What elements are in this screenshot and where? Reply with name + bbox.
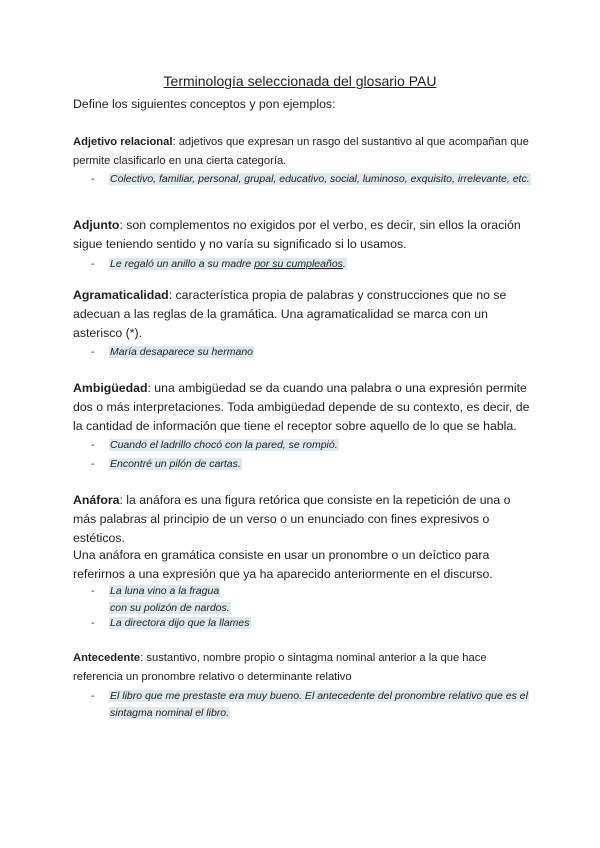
example-anafora-2 <box>91 615 534 632</box>
example-text: Colectivo, familiar, personal, grupal, educativo, social, luminoso, exquisito, irrelevante, etc. <box>110 173 530 185</box>
entry-adjunto <box>73 216 533 254</box>
bullet-dash: - <box>91 439 95 451</box>
page-title: Terminología seleccionada del glosario PAU <box>163 73 437 89</box>
example-end: . <box>342 258 346 270</box>
anafora-grammar-paragraph: Una anáfora en gramática consiste en usar un pronombre o un deíctico para referirnos a una expresión que ya ha aparecido anteriormente en el discurso. <box>73 548 493 581</box>
definition-adjetivo-relacional: : adjetivos que expresan un rasgo del sustantivo al que acompañan que permite clasificarlo en una cierta categoría. <box>73 136 529 167</box>
term-anafora: Anáfora <box>73 493 120 507</box>
entry-ambiguedad <box>73 379 533 436</box>
example-underlined: por su cumpleaños <box>254 258 343 270</box>
example-text: El libro que me prestaste era muy bueno. El antecedente del pronombre relativo que es el sintagma nominal el libro. <box>110 690 528 719</box>
entry-adjetivo-relacional <box>73 133 533 171</box>
term-agramaticalidad: Agramaticalidad <box>73 288 169 302</box>
example-ambiguedad-1 <box>91 437 534 454</box>
example-agramaticalidad <box>91 344 534 361</box>
example-adjetivo-relacional <box>91 171 534 188</box>
example-text-line1: La luna vino a la fragua <box>110 585 220 597</box>
bullet-dash: - <box>91 173 95 185</box>
definition-anafora: : la anáfora es una figura retórica que consiste en la repetición de una o más palabras al principio de un verso o un enunciado con fines expresivos o estéticos. <box>73 493 511 545</box>
entry-antecedente <box>73 649 533 687</box>
bullet-dash: - <box>91 258 95 270</box>
definition-adjunto: : son complementos no exigidos por el verbo, es decir, sin ellos la oración sigue teniendo sentido y no varía su significado si lo usamos. <box>73 218 521 251</box>
term-adjetivo-relacional: Adjetivo relacional <box>73 136 173 148</box>
example-text-line2: con su polizón de nardos. <box>110 601 230 614</box>
bullet-dash: - <box>91 346 95 358</box>
example-anafora-1 <box>91 583 534 616</box>
example-text: Cuando el ladrillo chocó con la pared, se rompió. <box>110 439 338 451</box>
bullet-dash: - <box>91 690 95 702</box>
bullet-dash: - <box>91 585 95 597</box>
entry-anafora <box>73 491 533 548</box>
term-ambiguedad: Ambigüedad <box>73 381 148 395</box>
example-ambiguedad-2 <box>91 456 534 473</box>
example-text: Encontré un pilón de cartas. <box>110 458 241 470</box>
definition-antecedente: : sustantivo, nombre propio o sintagma nominal anterior a la que hace referencia un pronombre relativo o determinante relativo <box>73 652 487 683</box>
example-text: María desaparece su hermano <box>110 346 253 358</box>
entry-agramaticalidad <box>73 286 533 343</box>
example-text: La directora dijo que la llames <box>110 617 250 629</box>
term-adjunto: Adjunto <box>73 218 120 232</box>
example-text <box>109 258 347 270</box>
example-adjunto <box>91 256 534 273</box>
example-antecedente <box>91 688 534 721</box>
bullet-dash: - <box>91 617 95 629</box>
definition-ambiguedad: : una ambigüedad se da cuando una palabra o una expresión permite dos o más interpretaciones. Toda ambigüedad depende de su contexto, es decir, de la cantidad de información que tiene el receptor sobre aquello de lo que se habla. <box>73 381 530 433</box>
example-start: Le regaló un anillo a su madre <box>110 258 255 270</box>
term-antecedente: Antecedente <box>73 652 141 664</box>
intro-text: Define los siguientes conceptos y pon ejemplos: <box>73 97 336 111</box>
definition-agramaticalidad: : característica propia de palabras y construcciones que no se adecuan a las reglas de la gramática. Una agramaticalidad se marca con un asterisco (*). <box>73 288 507 340</box>
bullet-dash: - <box>91 458 95 470</box>
